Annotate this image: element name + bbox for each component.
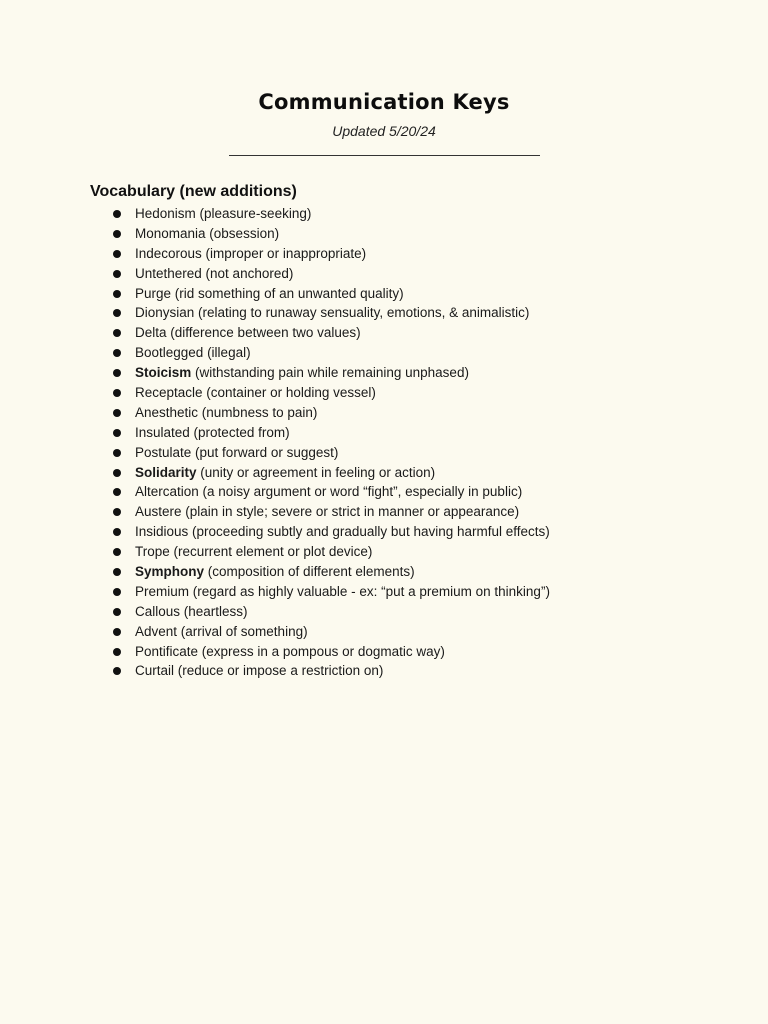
list-item <box>112 264 550 284</box>
vocab-definition: (proceeding subtly and gradually but having harmful effects) <box>188 524 550 540</box>
vocab-definition: (plain in style; severe or strict in manner or appearance) <box>181 504 520 520</box>
bullet-icon <box>113 369 121 377</box>
vocabulary-list <box>112 204 550 681</box>
bullet-icon <box>113 667 121 675</box>
list-item <box>112 661 550 681</box>
bullet-icon <box>113 508 121 516</box>
vocab-definition: (recurrent element or plot device) <box>169 544 373 560</box>
bullet-icon <box>113 568 121 576</box>
vocab-term: Symphony <box>135 564 205 580</box>
vocab-definition: (not anchored) <box>201 265 294 281</box>
bullet-icon <box>113 469 121 477</box>
bullet-icon <box>113 648 121 656</box>
list-item <box>112 542 550 562</box>
list-item <box>112 522 550 542</box>
list-item <box>112 224 550 244</box>
bullet-icon <box>113 409 121 417</box>
vocab-definition: (express in a pompous or dogmatic way) <box>198 643 445 659</box>
vocab-term: Stoicism <box>135 365 192 381</box>
vocab-definition: (a noisy argument or word “fight”, especially in public) <box>198 484 523 500</box>
list-item <box>112 383 550 403</box>
vocab-term: Insulated <box>135 424 190 440</box>
list-item <box>112 482 550 502</box>
vocab-definition: (rid something of an unwanted quality) <box>171 285 404 301</box>
list-item <box>112 562 550 582</box>
bullet-icon <box>113 329 121 337</box>
vocab-term: Dionysian <box>135 305 195 321</box>
section-heading-vocabulary: Vocabulary (new additions) <box>90 183 297 200</box>
vocab-definition: (composition of different elements) <box>204 564 415 580</box>
vocab-term: Curtail <box>135 663 175 679</box>
bullet-icon <box>113 250 121 258</box>
vocab-term: Indecorous <box>135 245 202 261</box>
bullet-icon <box>113 548 121 556</box>
vocab-definition: (relating to runaway sensuality, emotions, & animalistic) <box>194 305 530 321</box>
bullet-icon <box>113 270 121 278</box>
vocab-term: Untethered <box>135 265 202 281</box>
vocab-definition: (heartless) <box>180 603 248 619</box>
vocab-definition: (improper or inappropriate) <box>201 245 367 261</box>
bullet-icon <box>113 349 121 357</box>
vocab-definition: (container or holding vessel) <box>202 385 376 401</box>
vocab-definition: (protected from) <box>189 424 290 440</box>
list-item <box>112 582 550 602</box>
vocab-definition: (numbness to pain) <box>198 404 318 420</box>
vocab-definition: (reduce or impose a restriction on) <box>174 663 384 679</box>
vocab-definition: (pleasure-seeking) <box>195 206 312 221</box>
list-item <box>112 403 550 423</box>
vocab-definition: (obsession) <box>205 225 280 241</box>
bullet-icon <box>113 449 121 457</box>
vocab-term: Callous <box>135 603 181 619</box>
bullet-icon <box>113 488 121 496</box>
list-item <box>112 602 550 622</box>
bullet-icon <box>113 429 121 437</box>
page-title: Communication Keys <box>258 90 510 114</box>
bullet-icon <box>113 210 121 218</box>
vocab-definition: (unity or agreement in feeling or action) <box>196 464 436 480</box>
vocab-term: Receptacle <box>135 385 203 401</box>
list-item <box>112 343 550 363</box>
vocab-term: Postulate <box>135 444 192 460</box>
bullet-icon <box>113 290 121 298</box>
vocab-term: Solidarity <box>135 464 197 480</box>
vocab-term: Trope <box>135 544 170 560</box>
vocab-term: Altercation <box>135 484 199 500</box>
list-item <box>112 443 550 463</box>
vocab-definition: (withstanding pain while remaining unphased) <box>191 365 469 381</box>
vocab-definition: (arrival of something) <box>177 623 308 639</box>
updated-date: Updated 5/20/24 <box>332 123 436 139</box>
vocab-term: Anesthetic <box>135 404 199 420</box>
vocab-term: Advent <box>135 623 178 639</box>
vocab-definition: (put forward or suggest) <box>191 444 339 460</box>
list-item <box>112 502 550 522</box>
list-item <box>112 642 550 662</box>
vocab-definition: (regard as highly valuable - ex: “put a premium on thinking”) <box>189 583 550 599</box>
vocab-term: Monomania <box>135 225 206 241</box>
list-item <box>112 423 550 443</box>
vocab-term: Bootlegged <box>135 345 204 361</box>
list-item <box>112 303 550 323</box>
list-item <box>112 463 550 483</box>
bullet-icon <box>113 588 121 596</box>
vocab-term: Delta <box>135 325 167 341</box>
bullet-icon <box>113 389 121 397</box>
vocab-term: Austere <box>135 504 182 520</box>
vocab-term: Premium <box>135 583 190 599</box>
bullet-icon <box>113 230 121 238</box>
title-divider <box>229 155 540 156</box>
vocab-term: Purge <box>135 285 172 301</box>
list-item <box>112 622 550 642</box>
vocab-definition: (illegal) <box>203 345 251 361</box>
vocab-term: Insidious <box>135 524 189 540</box>
list-item <box>112 204 550 224</box>
vocab-term: Hedonism <box>135 206 196 221</box>
list-item <box>112 323 550 343</box>
list-item <box>112 363 550 383</box>
bullet-icon <box>113 628 121 636</box>
bullet-icon <box>113 309 121 317</box>
vocab-term: Pontificate <box>135 643 199 659</box>
list-item <box>112 284 550 304</box>
vocab-definition: (difference between two values) <box>166 325 361 341</box>
list-item <box>112 244 550 264</box>
bullet-icon <box>113 528 121 536</box>
bullet-icon <box>113 608 121 616</box>
